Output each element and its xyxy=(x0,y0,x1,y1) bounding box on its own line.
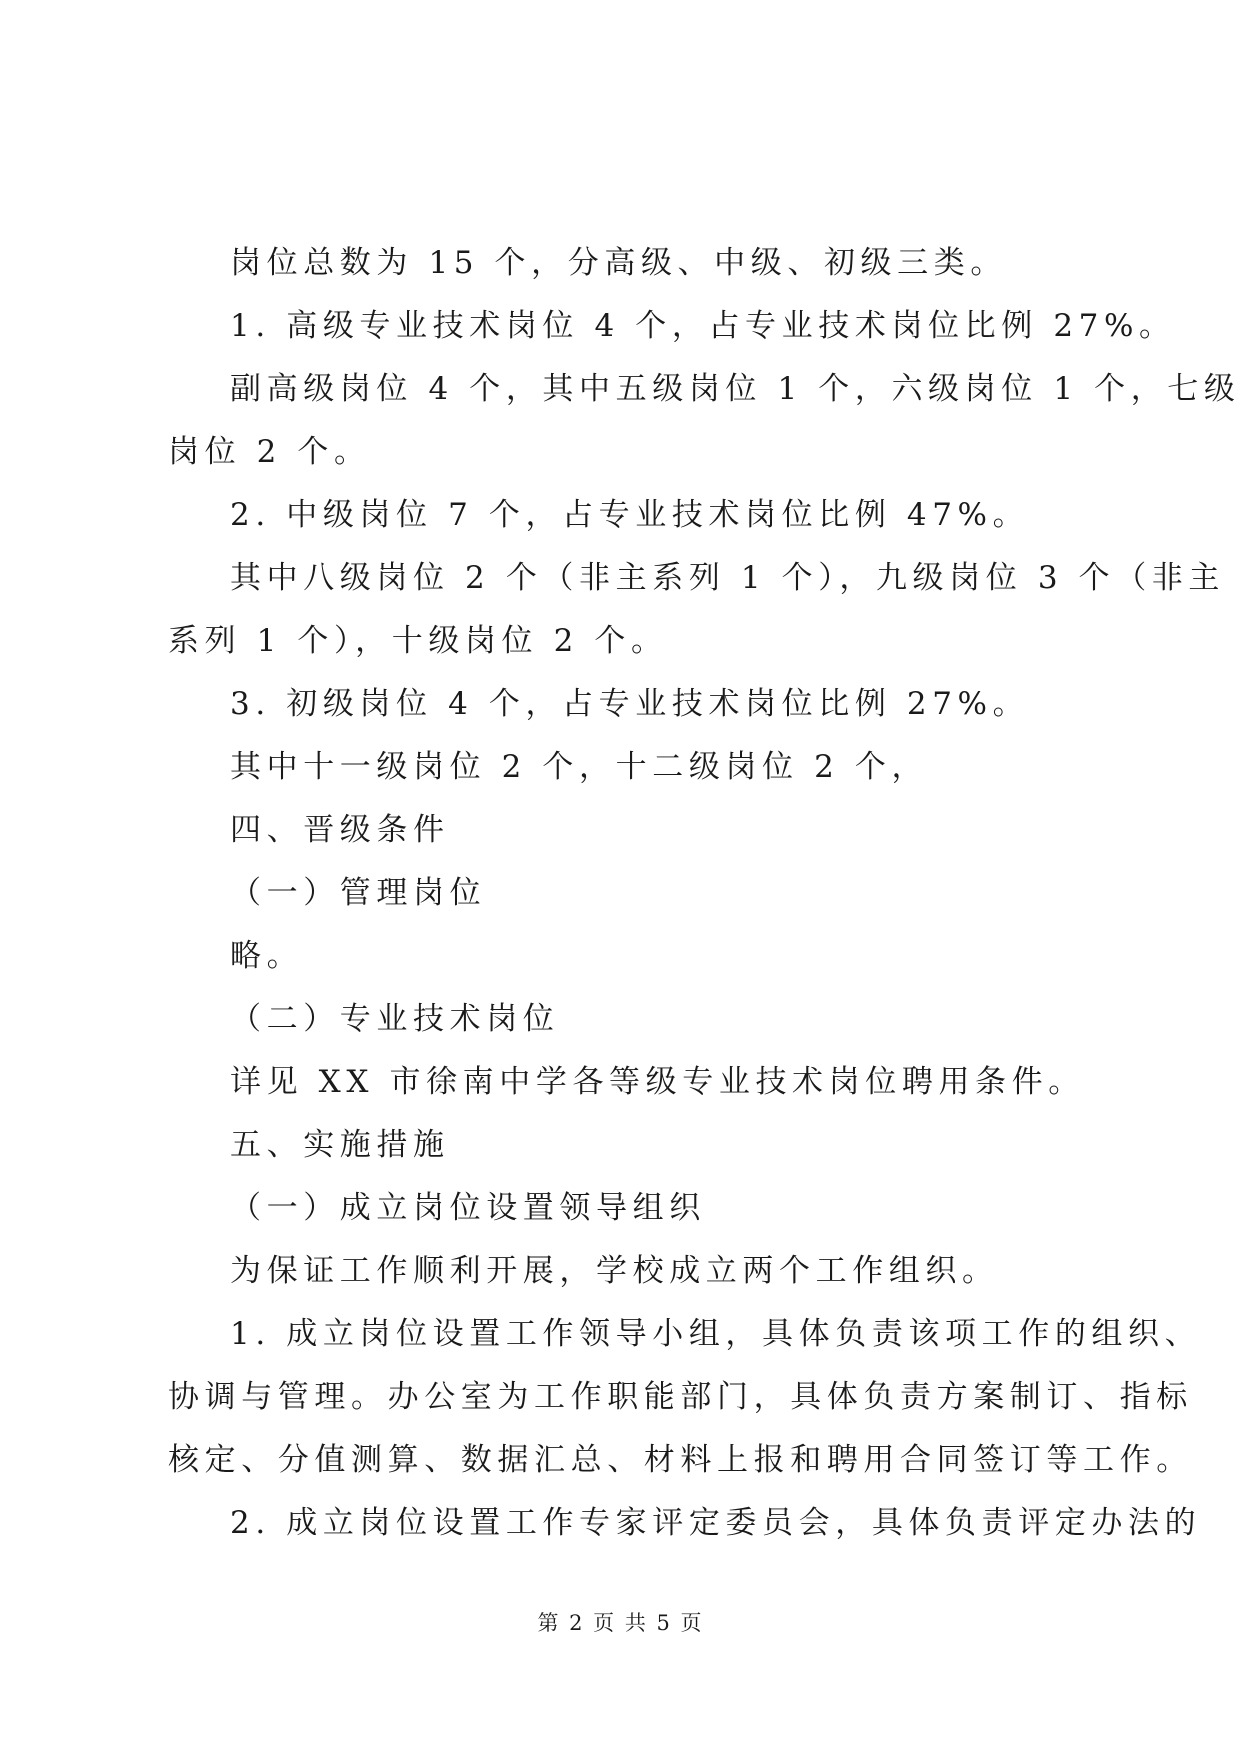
paragraph-post-total: 岗位总数为 15 个，分高级、中级、初级三类。 xyxy=(230,245,1007,281)
paragraph-leading-group-line2: 协调与管理。办公室为工作职能部门，具体负责方案制订、指标 xyxy=(168,1379,1193,1415)
paragraph-intermediate-detail-line1: 其中八级岗位 2 个（非主系列 1 个），九级岗位 3 个（非主 xyxy=(230,560,1225,596)
paragraph-leading-group-line3: 核定、分值测算、数据汇总、材料上报和聘用合同签订等工作。 xyxy=(168,1442,1193,1478)
paragraph-intermediate-posts: 2. 中级岗位 7 个，占专业技术岗位比例 47%。 xyxy=(230,497,1030,533)
section-heading-measures: 五、实施措施 xyxy=(230,1127,450,1163)
paragraph-omitted: 略。 xyxy=(230,938,304,974)
subheading-technical-posts: （二）专业技术岗位 xyxy=(230,1001,560,1037)
paragraph-junior-posts: 3. 初级岗位 4 个，占专业技术岗位比例 27%。 xyxy=(230,686,1030,722)
section-heading-promotion: 四、晋级条件 xyxy=(230,812,450,848)
subheading-management-posts: （一）管理岗位 xyxy=(230,875,487,911)
paragraph-two-orgs: 为保证工作顺利开展，学校成立两个工作组织。 xyxy=(230,1253,999,1289)
paragraph-deputy-senior-line1: 副高级岗位 4 个，其中五级岗位 1 个，六级岗位 1 个，七级 xyxy=(230,371,1241,407)
paragraph-see-conditions: 详见 XX 市徐南中学各等级专业技术岗位聘用条件。 xyxy=(230,1064,1085,1100)
document-body xyxy=(168,232,1241,1555)
paragraph-senior-posts: 1. 高级专业技术岗位 4 个，占专业技术岗位比例 27%。 xyxy=(230,308,1176,344)
paragraph-junior-detail: 其中十一级岗位 2 个，十二级岗位 2 个， xyxy=(230,749,929,785)
page-footer: 第 2 页 共 5 页 xyxy=(537,1611,704,1635)
subheading-leadership-org: （一）成立岗位设置领导组织 xyxy=(230,1190,706,1226)
paragraph-deputy-senior-line2: 岗位 2 个。 xyxy=(168,434,371,470)
paragraph-expert-committee: 2. 成立岗位设置工作专家评定委员会，具体负责评定办法的 xyxy=(230,1505,1202,1541)
paragraph-intermediate-detail-line2: 系列 1 个），十级岗位 2 个。 xyxy=(168,623,668,659)
paragraph-leading-group-line1: 1. 成立岗位设置工作领导小组，具体负责该项工作的组织、 xyxy=(230,1316,1202,1352)
